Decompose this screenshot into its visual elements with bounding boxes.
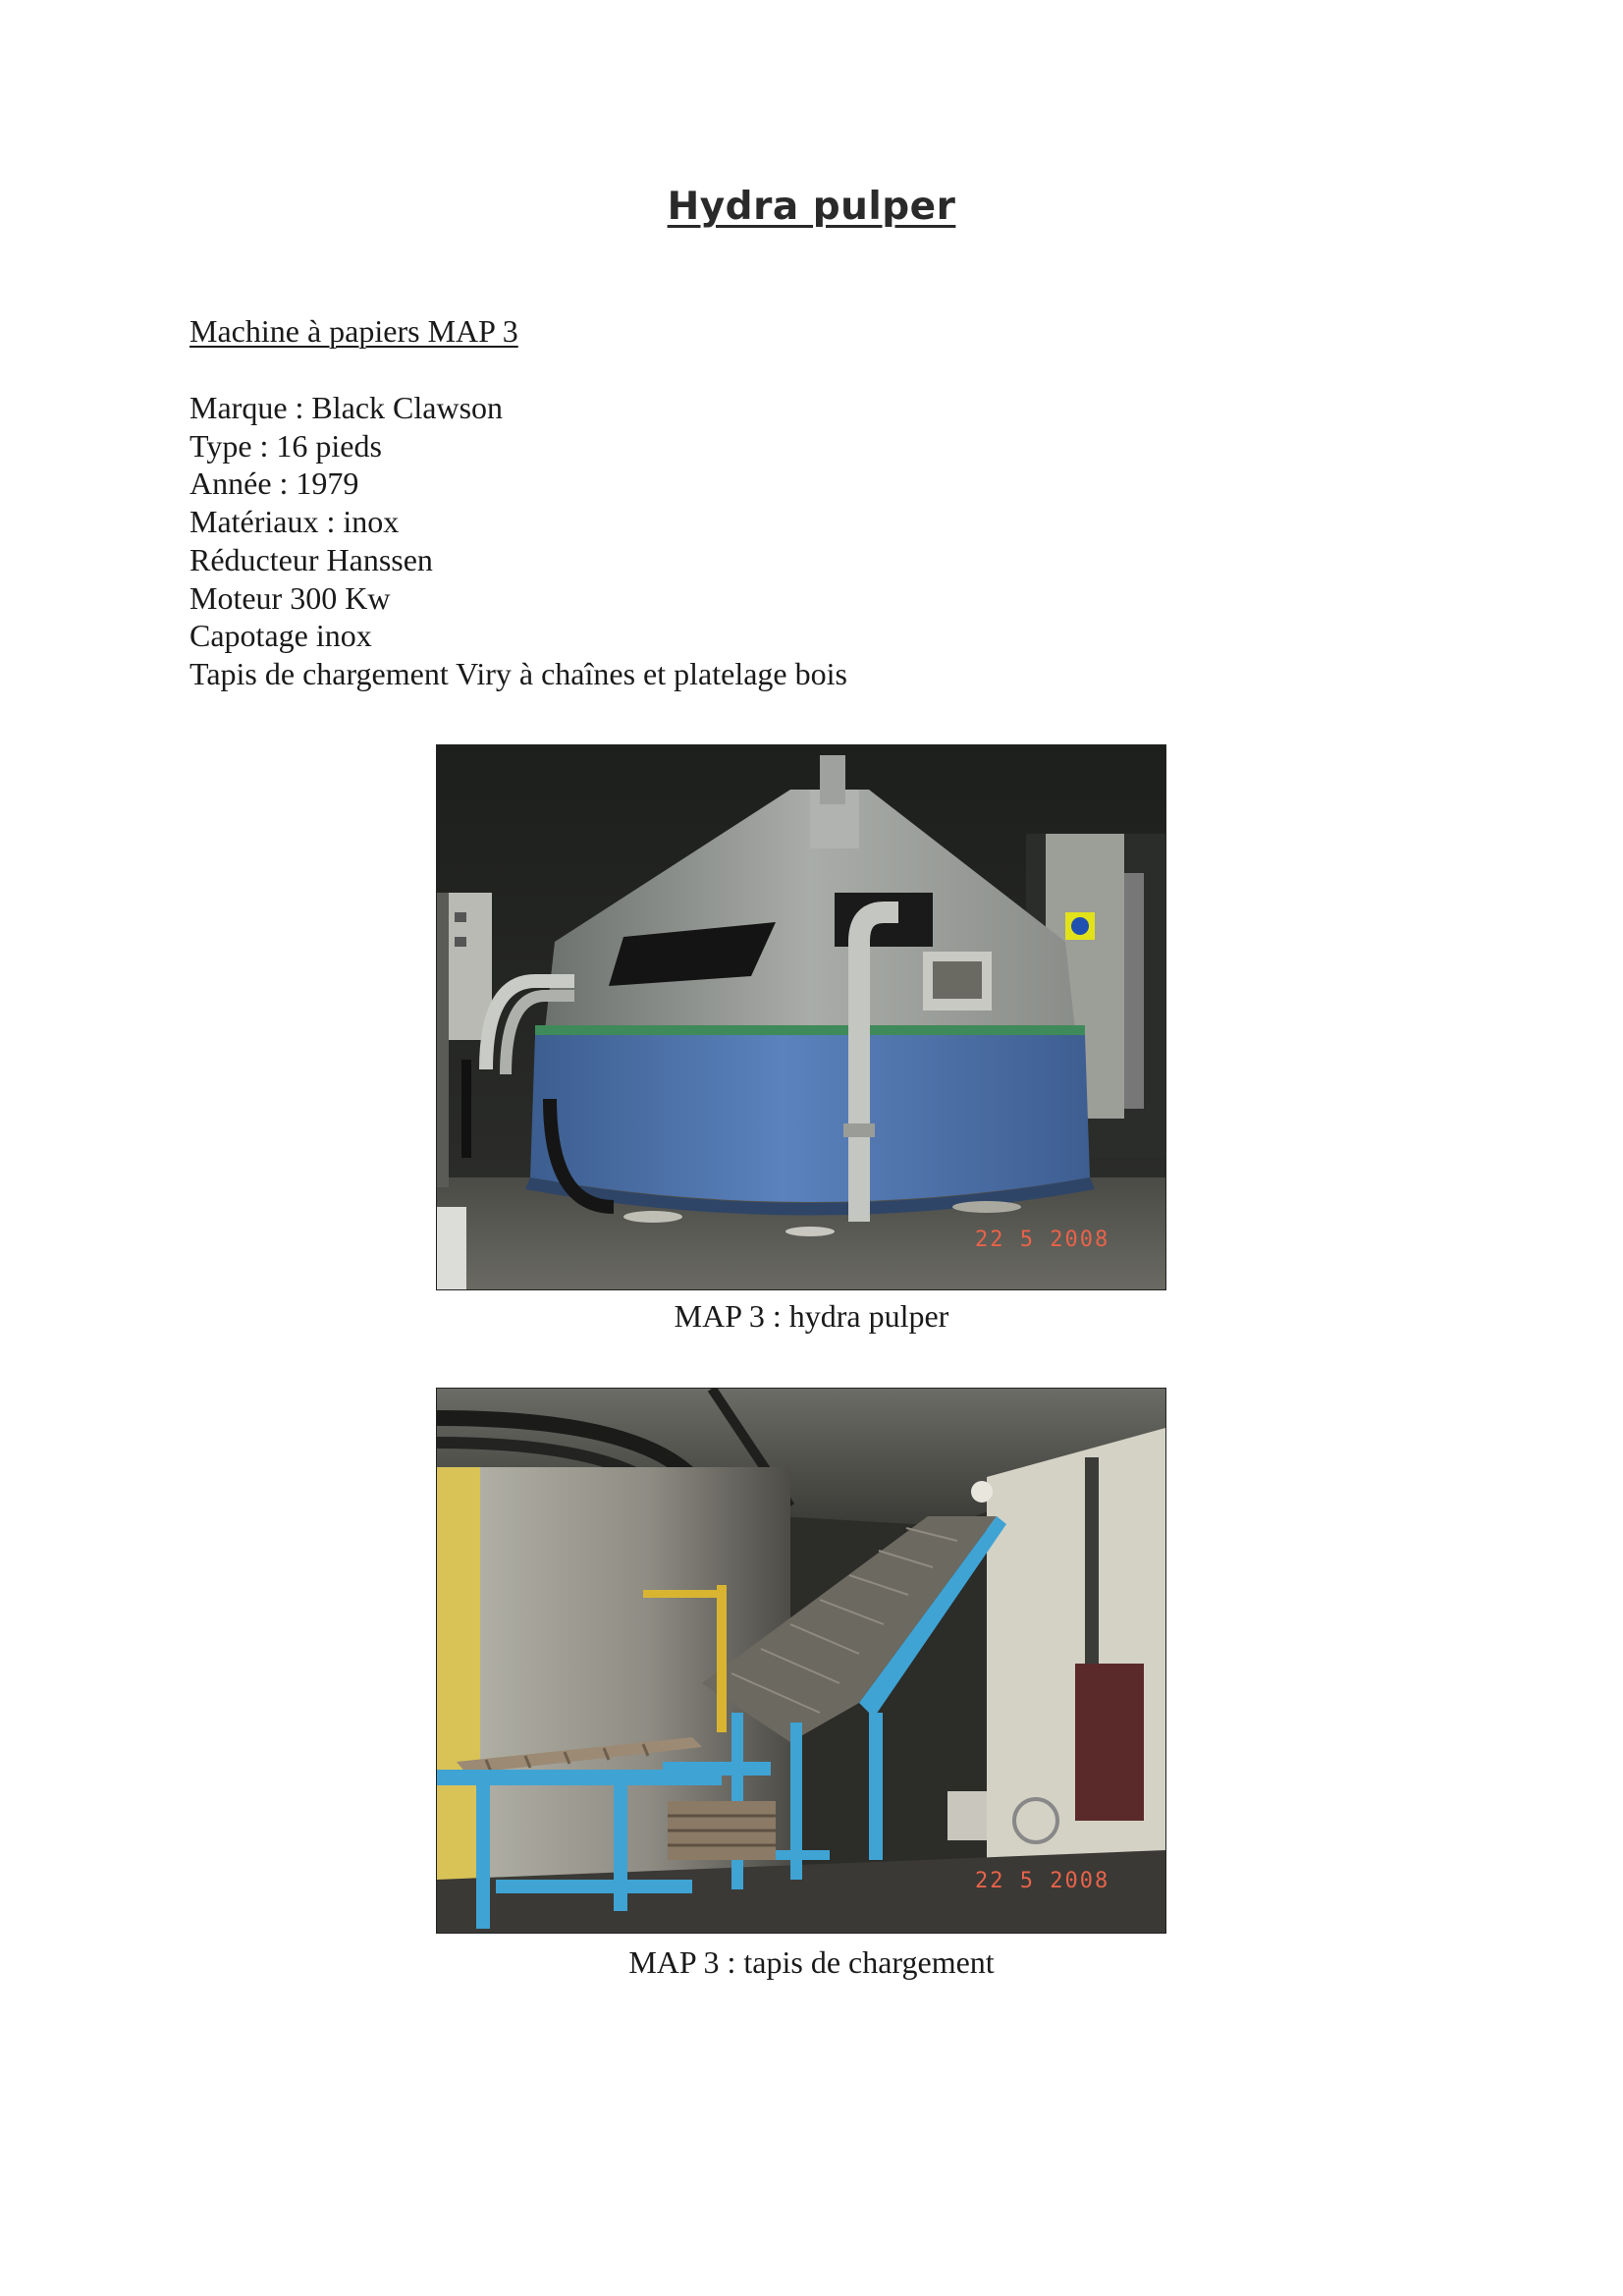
caption-loading-conveyor: MAP 3 : tapis de chargement (628, 1944, 995, 1980)
spec-item-year: Année : 1979 (189, 465, 359, 502)
photo-loading-conveyor (436, 1388, 1166, 1934)
spec-item-reducer: Réducteur Hanssen (189, 541, 433, 577)
photo-2-date-stamp: 22 5 2008 (975, 1869, 1110, 1893)
spec-item-type: Type : 16 pieds (189, 427, 382, 464)
caption-hydra-pulper: MAP 3 : hydra pulper (674, 1298, 949, 1334)
spec-item-brand: Marque : Black Clawson (189, 390, 504, 425)
photo-1-date-stamp: 22 5 2008 (975, 1228, 1110, 1252)
page-title: Hydra pulper (667, 185, 956, 229)
spec-item-motor: Moteur 300 Kw (189, 579, 391, 616)
section-heading: Machine à papiers MAP 3 (189, 313, 518, 349)
photo-hydra-pulper (436, 744, 1166, 1290)
spec-item-conveyor: Tapis de chargement Viry à chaînes et platelage bois (189, 655, 847, 691)
spec-item-material: Matériaux : inox (189, 504, 400, 540)
spec-list (189, 389, 847, 693)
spec-item-cover: Capotage inox (189, 618, 372, 654)
